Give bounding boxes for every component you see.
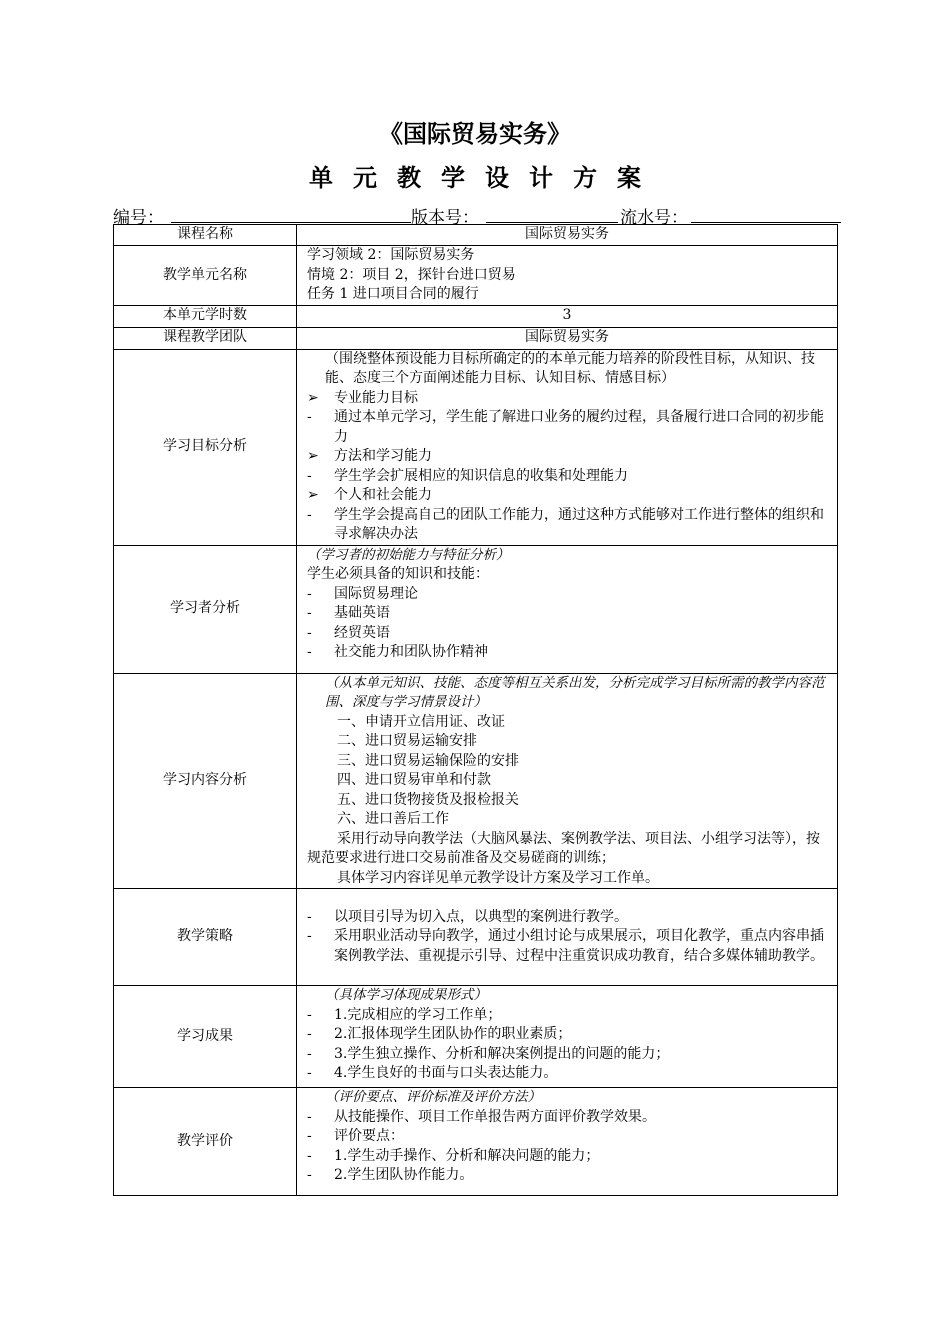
unit-name-value — [297, 246, 838, 306]
version-blank — [486, 222, 618, 223]
hours-label: 本单元学时数 — [114, 305, 297, 327]
strategy-value — [297, 889, 838, 986]
content-value — [297, 673, 838, 889]
learners-lead: 学生必须具备的知识和技能： — [307, 566, 489, 582]
list-item: 六、进口善后工作 — [337, 811, 449, 827]
learners-value — [297, 545, 838, 673]
objectives-label: 学习目标分析 — [114, 349, 297, 545]
list-item: - 学生学会提高自己的团队工作能力，通过这种方式能够对工作进行整体的组织和寻求解决办法 — [307, 506, 831, 545]
learners-label: 学习者分析 — [114, 545, 297, 673]
list-item: - 采用职业活动导向教学，通过小组讨论与成果展示，项目化教学，重点内容串插案例教学法、重视提示引导、过程中注重赏识成功教育，结合多媒体辅助教学。 — [307, 928, 824, 964]
evaluation-label: 教学评价 — [114, 1088, 297, 1196]
unit-design-table — [113, 224, 838, 1196]
table-row — [114, 327, 838, 349]
list-item: - 基础英语 — [307, 605, 390, 621]
table-row — [114, 246, 838, 306]
team-value: 国际贸易实务 — [297, 327, 838, 349]
content-label: 学习内容分析 — [114, 673, 297, 889]
content-note: （从本单元知识、技能、态度等相互关系出发，分析完成学习目标所需的教学内容范围、深度与学习情景设计） — [325, 674, 825, 710]
list-item: - 经贸英语 — [307, 624, 390, 641]
list-item: 三、进口贸易运输保险的安排 — [337, 752, 519, 769]
unit-name-line: 情境 2：项目 2，探针台进口贸易 — [307, 266, 516, 283]
list-item: ➢ 专业能力目标 — [307, 389, 831, 409]
learners-note: （学习者的初始能力与特征分析） — [307, 546, 510, 563]
serial-blank — [691, 222, 841, 223]
list-item: - 4.学生良好的书面与口头表达能力。 — [307, 1065, 558, 1081]
list-item: - 1.学生动手操作、分析和解决问题的能力； — [307, 1147, 600, 1164]
table-row — [114, 673, 838, 889]
list-item: - 从技能操作、项目工作单报告两方面评价教学效果。 — [307, 1108, 656, 1125]
outcomes-note: （具体学习体现成果形式） — [325, 987, 487, 1003]
objectives-intro: （围绕整体预设能力目标所确定的的本单元能力培养的阶段性目标，从知识、技能、态度三个方面阐述能力目标、认知目标、情感目标） — [325, 350, 815, 386]
serial-label: 流水号： — [620, 208, 688, 228]
evaluation-value — [297, 1088, 838, 1196]
list-item: - 评价要点： — [307, 1128, 404, 1144]
strategy-label: 教学策略 — [114, 889, 297, 986]
table-row — [114, 349, 838, 545]
number-blank — [171, 222, 411, 223]
content-detail: 具体学习内容详见单元教学设计方案及学习工作单。 — [337, 869, 659, 886]
table-row — [114, 986, 838, 1088]
table-row — [114, 305, 838, 327]
course-name-label: 课程名称 — [114, 225, 297, 246]
arrow-bullet-icon: ➢ — [307, 448, 319, 464]
list-item: - 2.学生团队协作能力。 — [307, 1167, 474, 1183]
list-item: - 3.学生独立操作、分析和解决案例提出的问题的能力； — [307, 1045, 670, 1062]
version-label: 版本号： — [411, 208, 479, 228]
dash-bullet: - — [307, 467, 312, 484]
unit-name-line: 任务 1 进口项目合同的履行 — [307, 286, 479, 302]
list-item: - 社交能力和团队协作精神 — [307, 644, 488, 660]
dash-bullet: - — [307, 409, 312, 425]
table-row — [114, 1088, 838, 1196]
hours-value: 3 — [297, 305, 838, 327]
list-item: - 学生学会扩展相应的知识信息的收集和处理能力 — [307, 467, 831, 487]
arrow-bullet-icon: ➢ — [307, 487, 319, 503]
table-row — [114, 225, 838, 246]
course-name-value: 国际贸易实务 — [297, 225, 838, 246]
list-item: - 以项目引导为切入点，以典型的案例进行教学。 — [307, 908, 628, 925]
team-label: 课程教学团队 — [114, 327, 297, 349]
document-subtitle: 单元教学设计方案 — [309, 164, 661, 192]
list-item: ➢ 个人和社会能力 — [307, 486, 831, 506]
list-item: - 通过本单元学习，学生能了解进口业务的履约过程，具备履行进口合同的初步能力 — [307, 408, 831, 447]
list-item: 二、进口贸易运输安排 — [337, 733, 477, 749]
arrow-bullet-icon: ➢ — [307, 389, 319, 406]
outcomes-label: 学习成果 — [114, 986, 297, 1088]
list-item: 五、进口货物接货及报检报关 — [337, 791, 519, 808]
list-item: ➢ 方法和学习能力 — [307, 447, 831, 467]
unit-name-line: 学习领域 2：国际贸易实务 — [307, 247, 475, 263]
list-item: - 2.汇报体现学生团队协作的职业素质； — [307, 1026, 572, 1042]
outcomes-value — [297, 986, 838, 1088]
list-item: - 1.完成相应的学习工作单； — [307, 1006, 502, 1023]
number-label: 编号： — [113, 208, 164, 228]
list-item: 一、申请开立信用证、改证 — [337, 713, 505, 730]
list-item: 四、进口贸易审单和付款 — [337, 772, 491, 788]
evaluation-note: （评价要点、评价标准及评价方法） — [325, 1089, 541, 1105]
content-method: 采用行动导向教学法（大脑风暴法、案例教学法、项目法、小组学习法等），按规范要求进行进口交易前准备及交易磋商的训练； — [307, 830, 820, 866]
list-item: - 国际贸易理论 — [307, 585, 418, 602]
document-meta-line — [113, 203, 841, 228]
unit-name-label: 教学单元名称 — [114, 246, 297, 306]
objectives-value — [297, 349, 838, 545]
table-row — [114, 545, 838, 673]
table-row — [114, 889, 838, 986]
dash-bullet: - — [307, 506, 312, 523]
document-title: 《国际贸易实务》 — [379, 120, 571, 148]
